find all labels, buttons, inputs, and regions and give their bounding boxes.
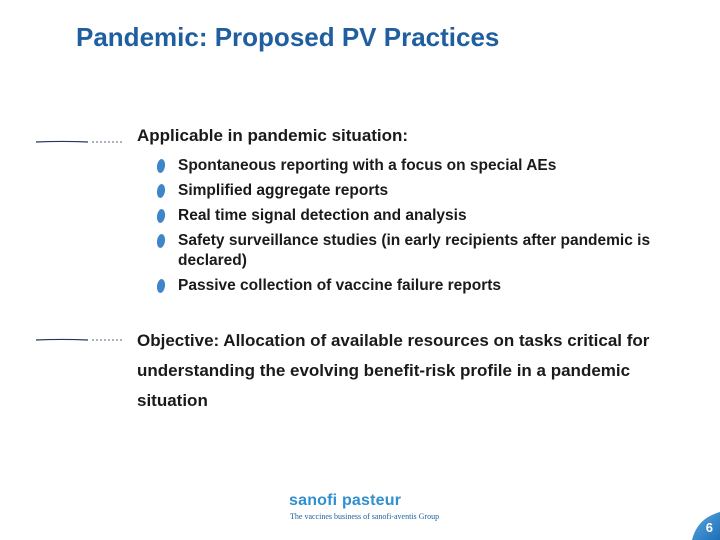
list-item [150,181,690,201]
list-item-text: Simplified aggregate reports [178,182,389,199]
list-item-text: Passive collection of vaccine failure reports [178,277,502,294]
page-number: 6 [705,520,713,535]
bullet-icon [156,209,166,224]
list-item [150,206,690,226]
list-item [150,276,690,296]
list-item-text: Spontaneous reporting with a focus on special AEs [178,157,557,174]
list-item-text: Real time signal detection and analysis [178,207,467,224]
section-divider-top [36,140,124,144]
objective-text: Objective: Allocation of available resources on tasks critical for understanding the evolving benefit-risk profile in a pandemic situation [137,331,650,410]
bullet-icon [156,184,166,199]
logo-wordmark: sanofi pasteur [289,492,402,509]
sanofi-pasteur-logo [289,492,469,532]
list-item [150,156,690,176]
list-item [150,231,690,271]
list-item-text: Safety surveillance studies (in early recipients after pandemic is declared) [178,232,651,269]
logo-tagline: The vaccines business of sanofi-aventis Group [290,512,440,521]
badge-shape-icon [688,512,720,540]
practice-list [150,156,690,301]
section-heading: Applicable in pandemic situation: [137,126,409,145]
bullet-icon [156,234,166,249]
page-number-badge [688,512,720,540]
bullet-icon [156,279,166,294]
slide-title: Pandemic: Proposed PV Practices [76,22,500,52]
section-divider-bottom [36,338,124,342]
bullet-icon [156,159,166,174]
